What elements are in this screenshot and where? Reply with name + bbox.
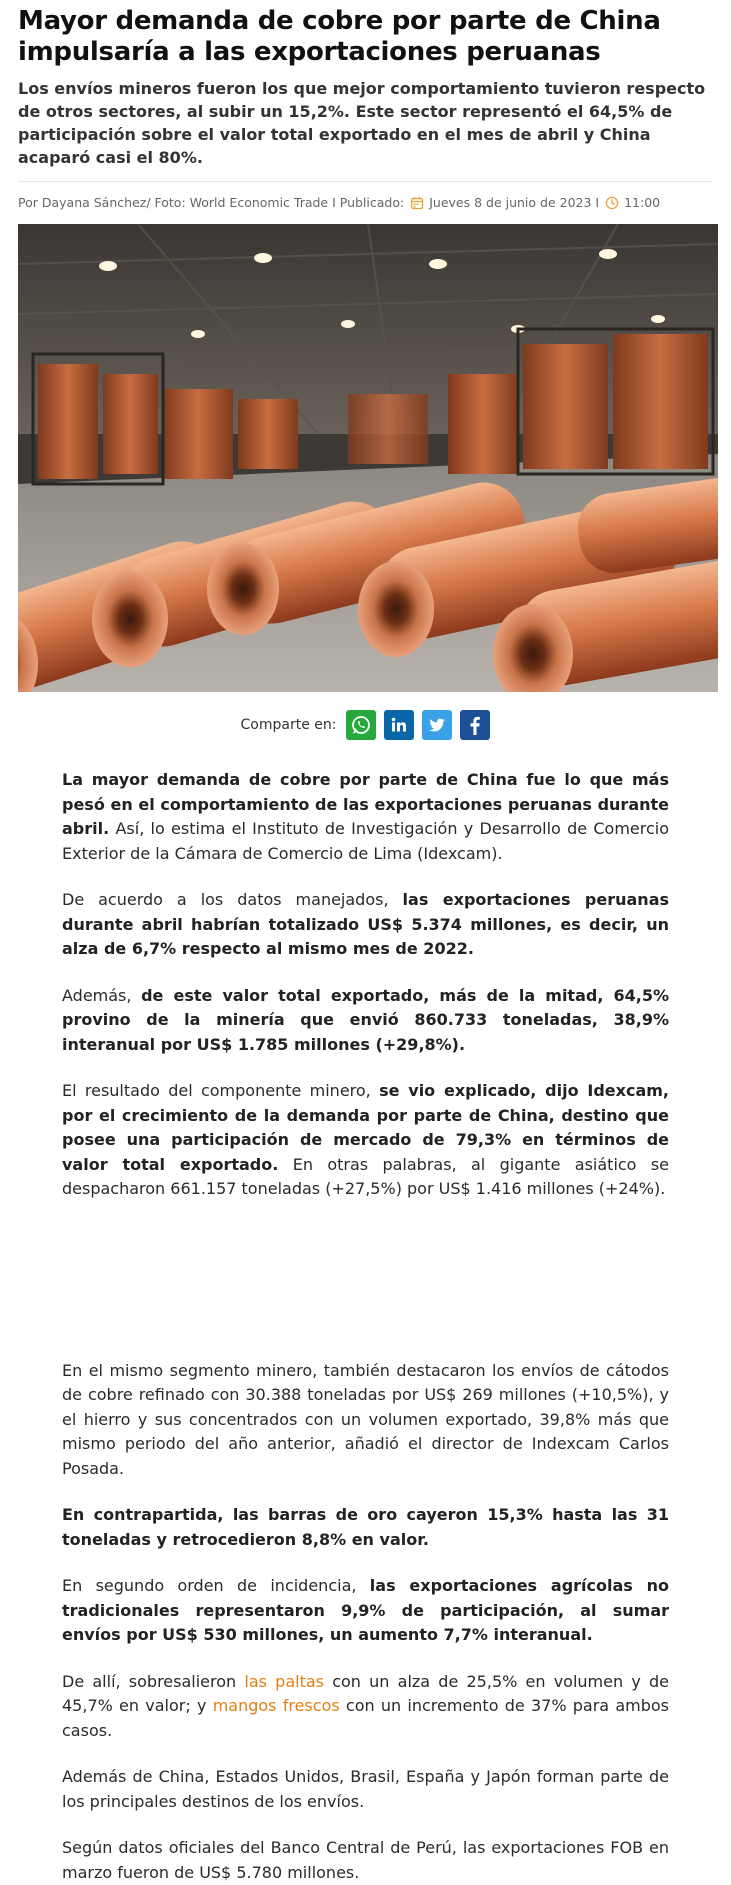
whatsapp-icon	[350, 714, 372, 736]
ad-space	[62, 1224, 669, 1359]
clock-icon	[605, 196, 619, 210]
link-mangos-frescos[interactable]: mangos frescos	[212, 1696, 340, 1715]
paragraph-8-mid: con un alza de 25,5% en volumen y de 45,7% en valor; y	[62, 1671, 670, 1715]
paragraph-10: Según datos oficiales del Banco Central de Perú, las exportaciones FOB en marzo fueron de US$ 5.780 millones.	[62, 1838, 669, 1882]
share-bar	[18, 710, 713, 740]
paragraph-2-bold: las exportaciones peruanas durante abril habrían totalizado US$ 5.374 millones, es decir, un alza de 6,7% respecto al mismo mes de 2022.	[62, 890, 670, 958]
paragraph-1-rest: Así, lo estima el Instituto de Investigación y Desarrollo de Comercio Exterior de la Cámara de Comercio de Lima (Idexcam).	[62, 819, 669, 863]
paragraph-2	[62, 888, 669, 962]
paragraph-1	[62, 768, 669, 866]
header-divider	[18, 181, 713, 182]
paragraph-7-bold: las exportaciones agrícolas no tradicionales representaron 9,9% de participación, al sumar envíos por US$ 530 millones, un aumento 7,7% interanual.	[62, 1576, 669, 1644]
share-label: Comparte en:	[240, 717, 337, 733]
paragraph-3-bold: de este valor total exportado, más de la mitad, 64,5% provino de la minería que envió 860.733 toneladas, 38,9% interanual por US$ 1.785 millones (+29,8%).	[62, 985, 670, 1054]
byline-date: Jueves 8 de junio de 2023 I	[429, 195, 600, 210]
paragraph-3-start: Además,	[62, 985, 142, 1005]
calendar-icon	[410, 196, 424, 210]
paragraph-4-start: El resultado del componente minero,	[62, 1081, 380, 1100]
link-las-paltas[interactable]: las paltas	[244, 1671, 325, 1691]
linkedin-share-button[interactable]	[384, 710, 414, 740]
paragraph-8	[62, 1670, 669, 1744]
twitter-share-button[interactable]	[422, 710, 452, 740]
paragraph-7-start: En segundo orden de incidencia,	[62, 1576, 370, 1595]
article-body	[0, 768, 731, 1885]
facebook-icon	[465, 714, 485, 736]
paragraph-4-bold: se vio explicado, dijo Idexcam, por el crecimiento de la demanda por parte de China, destino que posee una participación de mercado de 79,3% en términos de valor total exportado.	[62, 1081, 670, 1174]
paragraph-5: En el mismo segmento minero, también destacaron los envíos de cátodos de cobre refinado con 30.388 toneladas por US$ 269 millones (+10,5%), y el hierro y sus concentrados con un volumen exportado, 39,8% más que mismo periodo del año anterior, añadió el director de Indexcam Carlos Posada.	[62, 1360, 669, 1478]
paragraph-6	[62, 1503, 669, 1552]
paragraph-7	[62, 1574, 669, 1648]
paragraph-4-rest: En otras palabras, al gigante asiático se despacharon 661.157 toneladas (+27,5%) por US$ 1.416 millones (+24%).	[62, 1154, 670, 1198]
paragraph-4	[62, 1079, 669, 1202]
paragraph-9: Además de China, Estados Unidos, Brasil, España y Japón forman parte de los principales destinos de los envíos.	[62, 1767, 669, 1811]
linkedin-icon	[389, 715, 409, 735]
facebook-share-button[interactable]	[460, 710, 490, 740]
paragraph-1-bold: La mayor demanda de cobre por parte de China fue lo que más pesó en el comportamiento de las exportaciones peruanas durante abril.	[62, 770, 669, 838]
paragraph-6-bold: En contrapartida, las barras de oro cayeron 15,3% hasta las 31 toneladas y retrocedieron 8,8% en valor.	[62, 1505, 669, 1549]
hero-image-copper-coils	[18, 224, 718, 692]
byline-author: Por Dayana Sánchez/ Foto: World Economic Trade I Publicado:	[18, 195, 405, 210]
twitter-icon	[426, 714, 448, 736]
paragraph-3	[62, 984, 669, 1058]
whatsapp-share-button[interactable]	[346, 710, 376, 740]
article-title: Mayor demanda de cobre por parte de China impulsaría a las exportaciones peruanas	[18, 6, 661, 67]
paragraph-8-end: con un incremento de 37% para ambos casos.	[62, 1696, 669, 1740]
paragraph-8-start: De allí, sobresalieron	[62, 1671, 245, 1691]
byline-time: 11:00	[624, 195, 661, 210]
paragraph-2-start: De acuerdo a los datos manejados,	[62, 890, 403, 909]
article-byline	[18, 195, 713, 210]
article-subtitle: Los envíos mineros fueron los que mejor comportamiento tuvieron respecto de otros sectores, al subir un 15,2%. Este sector representó el 64,5% de participación sobre el valor total exportado en el mes de abril y China acaparó casi el 80%.	[18, 79, 706, 167]
